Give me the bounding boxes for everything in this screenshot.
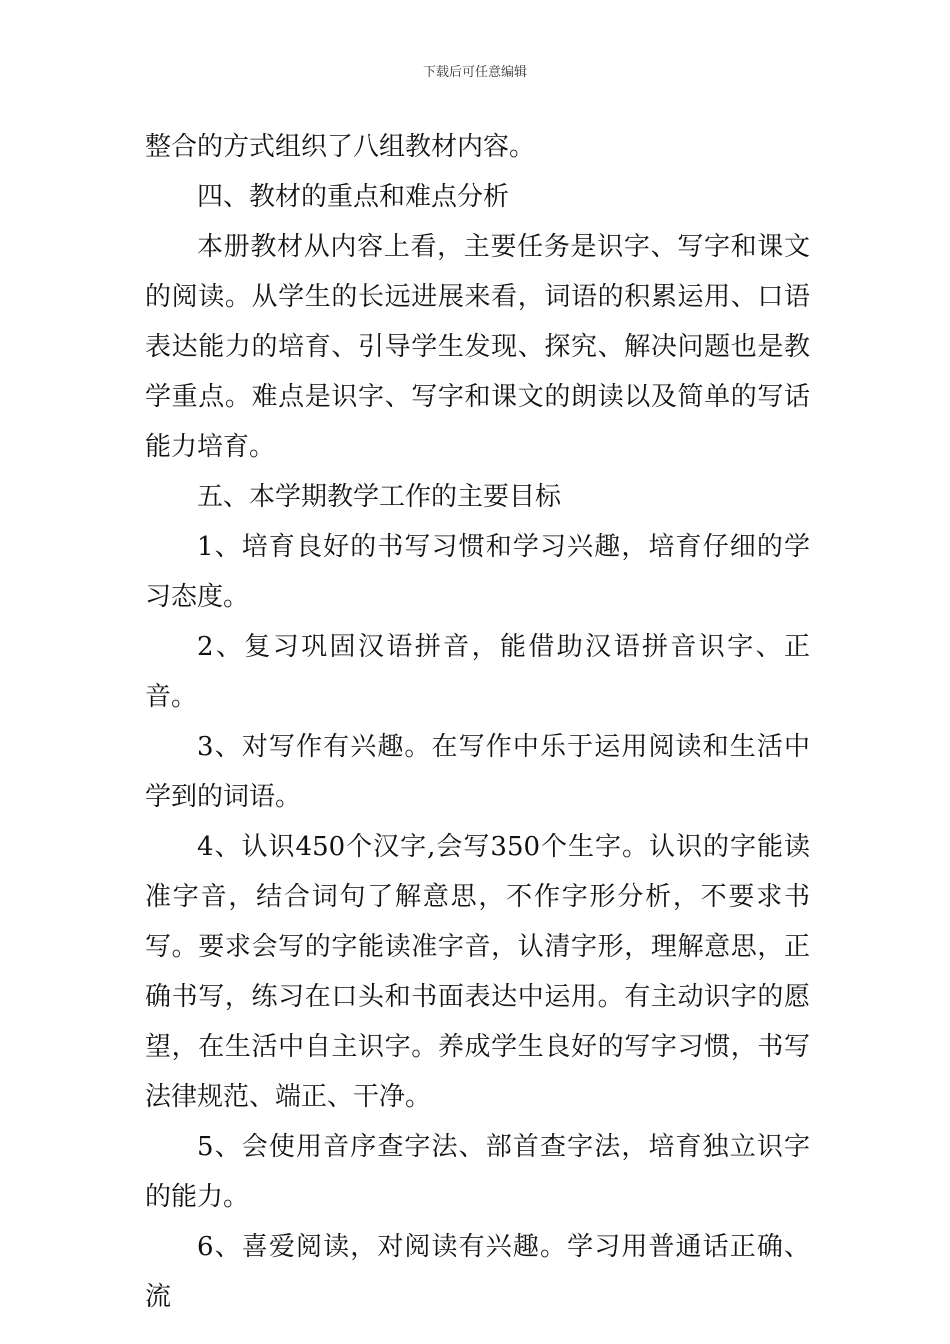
goal-item-2: 2、复习巩固汉语拼音，能借助汉语拼音识字、正音。: [145, 632, 810, 712]
goal-item-1: 1、培育良好的书写习惯和学习兴趣，培育仔细的学习态度。: [145, 532, 810, 612]
section-heading-4: 四、教材的重点和难点分析: [197, 182, 510, 212]
document-body: [145, 122, 810, 1322]
section-heading-5: 五、本学期教学工作的主要目标: [197, 482, 562, 512]
paragraph-key-points: 本册教材从内容上看，主要任务是识字、写字和课文的阅读。从学生的长远进展来看，词语的积累运用、口语表达能力的培育、引导学生发现、探究、解决问题也是教学重点。难点是识字、写字和课文的朗读以及简单的写话能力培育。: [145, 232, 810, 462]
goal-item-5: 5、会使用音序查字法、部首查字法，培育独立识字的能力。: [145, 1132, 810, 1212]
goal-item-3: 3、对写作有兴趣。在写作中乐于运用阅读和生活中学到的词语。: [145, 732, 810, 812]
page-header: 下载后可任意编辑: [422, 65, 527, 80]
goal-item-6: 6、喜爱阅读，对阅读有兴趣。学习用普通话正确、流: [145, 1232, 810, 1312]
paragraph-continuation: 整合的方式组织了八组教材内容。: [145, 132, 536, 162]
goal-item-4: 4、认识450个汉字,会写350个生字。认识的字能读准字音，结合词句了解意思，不作字形分析，不要求书写。要求会写的字能读准字音，认清字形，理解意思，正确书写，练习在口头和书面表达中运用。有主动识字的愿望，在生活中自主识字。养成学生良好的写字习惯，书写法律规范、端正、干净。: [145, 832, 810, 1112]
